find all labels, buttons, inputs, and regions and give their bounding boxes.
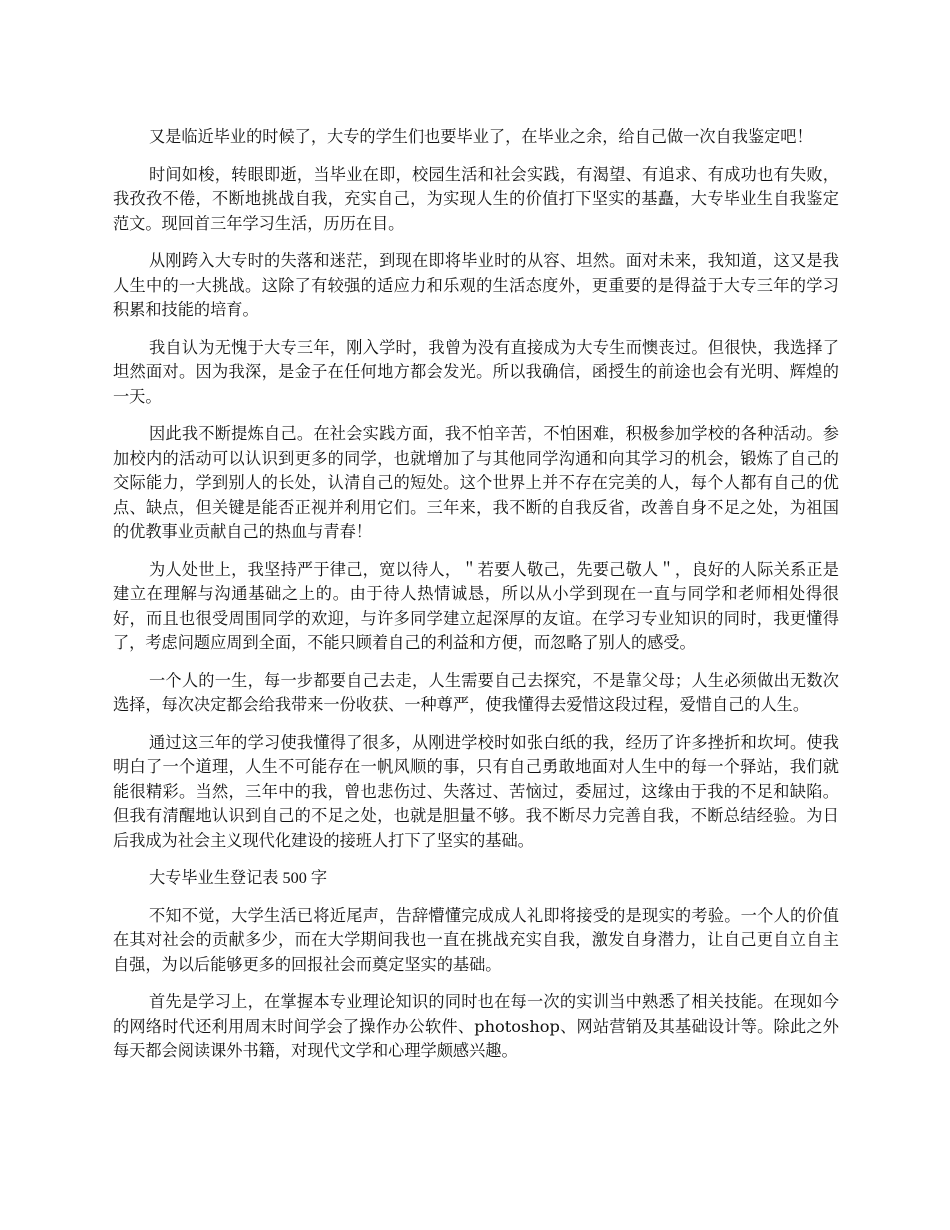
paragraph-study: 首先是学习上，在掌握本专业理论知识的同时也在每一次的实训当中熟悉了相关技能。在现如今的网络时代还利用周末时间学会了操作办公软件、photoshop、网站营销及其基础设计等。除此之外每天都会阅读课外书籍，对现代文学和心理学颇感兴趣。 <box>113 992 839 1060</box>
document-body <box>113 125 839 1077</box>
section-heading: 大专毕业生登记表 500 字 <box>149 869 328 887</box>
paragraph-life: 一个人的一生，每一步都要自己去走，人生需要自己去探究，不是靠父母；人生必须做出无数次选择，每次决定都会给我带来一份收获、一种尊严，使我懂得去爱惜这段过程，爱惜自己的人生。 <box>113 670 839 714</box>
paragraph-university: 不知不觉，大学生活已将近尾声，告辞懵懂完成成人礼即将接受的是现实的考验。一个人的价值在其对社会的贡献多少，而在大学期间我也一直在挑战充实自我，激发自身潜力，让自己更自立自主自强，为以后能够更多的回报社会而奠定坚实的基础。 <box>113 905 839 974</box>
paragraph-challenge: 从刚跨入大专时的失落和迷茫，到现在即将毕业时的从容、坦然。面对未来，我知道，这又是我人生中的一大挑战。这除了有较强的适应力和乐观的生活态度外，更重要的是得益于大专三年的学习积累和技能的培育。 <box>113 251 839 319</box>
paragraph-practice: 因此我不断提炼自己。在社会实践方面，我不怕辛苦，不怕困难，积极参加学校的各种活动。参加校内的活动可以认识到更多的同学，也就增加了与其他同学沟通和向其学习的机会，锻炼了自己的交际能力，学到别人的长处，认清自己的短处。这个世界上并不存在完美的人，每个人都有自己的优点、缺点，但关键是能否正视并利用它们。三年来，我不断的自我反省，改善自身不足之处，为祖国的优教事业贡献自己的热血与青春！ <box>113 424 839 541</box>
paragraph-self-worth: 我自认为无愧于大专三年，刚入学时，我曾为没有直接成为大专生而懊丧过。但很快，我选择了坦然面对。因为我深，是金子在任何地方都会发光。所以我确信，函授生的前途也会有光明、辉煌的一天。 <box>113 337 839 406</box>
paragraph-time: 时间如梭，转眼即逝，当毕业在即，校园生活和社会实践，有渴望、有追求、有成功也有失败，我孜孜不倦，不断地挑战自我，充实自己，为实现人生的价值打下坚实的基矗，大专毕业生自我鉴定范文。现回首三年学习生活，历历在目。 <box>113 164 839 233</box>
paragraph-conduct: 为人处世上，我坚持严于律己，宽以待人，＂若要人敬己，先要己敬人＂，良好的人际关系正是建立在理解与沟通基础之上的。由于待人热情诚恳，所以从小学到现在一直与同学和老师相处得很好，而且也很受周围同学的欢迎，与许多同学建立起深厚的友谊。在学习专业知识的同时，我更懂得了，考虑问题应周到全面，不能只顾着自己的利益和方便，而忽略了别人的感受。 <box>113 559 839 652</box>
paragraph-intro: 又是临近毕业的时候了，大专的学生们也要毕业了，在毕业之余，给自己做一次自我鉴定吧！ <box>149 127 813 146</box>
paragraph-growth: 通过这三年的学习使我懂得了很多，从刚进学校时如张白纸的我，经历了许多挫折和坎坷。使我明白了一个道理，人生不可能存在一帆风顺的事，只有自己勇敢地面对人生中的每一个驿站，我们就能很精彩。当然，三年中的我，曾也悲伤过、失落过、苦恼过，委屈过，这缘由于我的不足和缺陷。但我有清醒地认识到自己的不足之处，也就是胆量不够。我不断尽力完善自我，不断总结经验。为日后我成为社会主义现代化建设的接班人打下了坚实的基础。 <box>113 732 839 850</box>
